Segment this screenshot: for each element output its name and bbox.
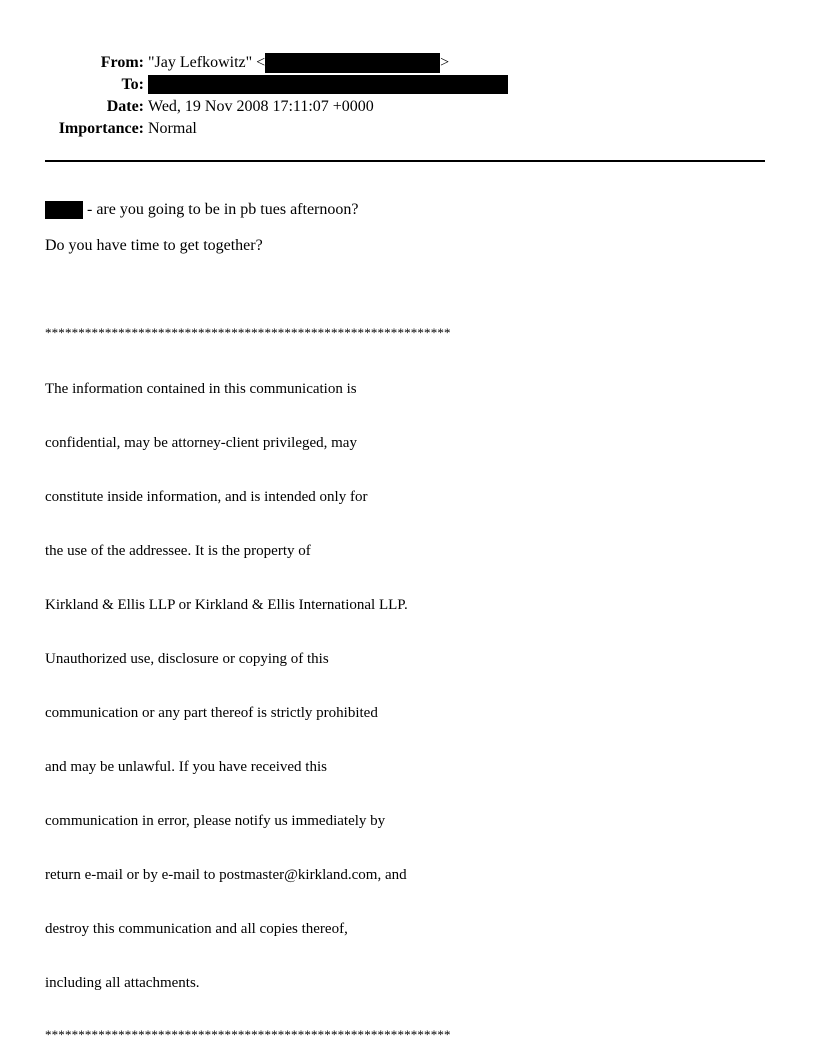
email-header bbox=[0, 52, 816, 140]
body-line-1 bbox=[45, 199, 765, 221]
date-value: Wed, 19 Nov 2008 17:11:07 +0000 bbox=[148, 98, 374, 115]
from-value bbox=[148, 52, 449, 74]
importance-label: Importance: bbox=[58, 120, 144, 137]
disclaimer-line: return e-mail or by e-mail to postmaster@kirkland.com, and bbox=[45, 867, 407, 883]
date-row bbox=[0, 96, 816, 118]
to-value bbox=[148, 74, 508, 96]
from-label: From: bbox=[100, 54, 144, 71]
disclaimer-line: Kirkland & Ellis LLP or Kirkland & Ellis International LLP. bbox=[45, 597, 408, 613]
disclaimer-line: communication in error, please notify us immediately by bbox=[45, 813, 386, 829]
disclaimer-line: communication or any part thereof is strictly prohibited bbox=[45, 705, 378, 721]
email-body bbox=[45, 199, 765, 257]
date-label: Date: bbox=[106, 98, 144, 115]
header-divider bbox=[45, 160, 765, 162]
disclaimer-line: and may be unlawful. If you have received this bbox=[45, 759, 327, 775]
disclaimer-line: destroy this communication and all copies thereof, bbox=[45, 921, 348, 937]
disclaimer-line: Unauthorized use, disclosure or copying of this bbox=[45, 651, 329, 667]
importance-row bbox=[0, 118, 816, 140]
to-label: To: bbox=[121, 76, 144, 93]
disclaimer-stars-top: ************************************************************* bbox=[45, 326, 451, 340]
redacted-to-address bbox=[148, 75, 508, 94]
disclaimer-line: constitute inside information, and is intended only for bbox=[45, 489, 368, 505]
redacted-recipient-name bbox=[45, 201, 83, 219]
redacted-from-address bbox=[265, 53, 440, 73]
from-row bbox=[0, 52, 816, 74]
disclaimer-stars-bottom: ************************************************************* bbox=[45, 1028, 451, 1042]
legal-disclaimer bbox=[45, 290, 451, 1064]
to-row bbox=[0, 74, 816, 96]
importance-value: Normal bbox=[148, 120, 197, 137]
body-line-2: Do you have time to get together? bbox=[45, 237, 263, 254]
from-name: "Jay Lefkowitz" < bbox=[148, 54, 266, 71]
disclaimer-line: the use of the addressee. It is the property of bbox=[45, 543, 311, 559]
disclaimer-line: including all attachments. bbox=[45, 975, 200, 991]
disclaimer-line: confidential, may be attorney-client privileged, may bbox=[45, 435, 357, 451]
from-close-bracket: > bbox=[440, 54, 450, 71]
disclaimer-line: The information contained in this communication is bbox=[45, 381, 357, 397]
body-line-1-text: - are you going to be in pb tues afternoon? bbox=[83, 201, 359, 218]
